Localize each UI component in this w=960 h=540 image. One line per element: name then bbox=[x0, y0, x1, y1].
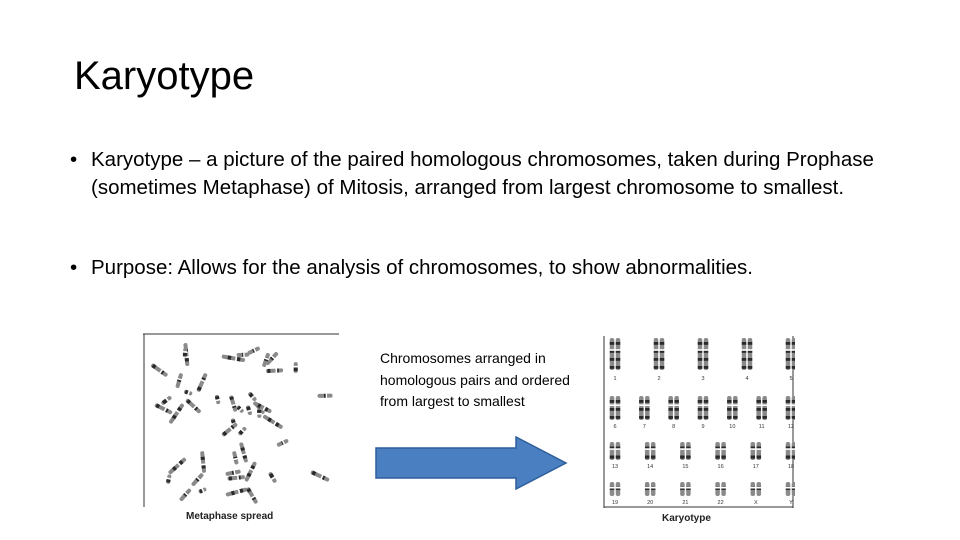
karyotype-pair-label: 18 bbox=[787, 464, 795, 470]
karyotype-caption: Karyotype bbox=[662, 513, 711, 524]
metaphase-chromosome bbox=[237, 426, 247, 437]
metaphase-chromosome bbox=[190, 472, 204, 487]
karyotype-chromosome bbox=[756, 442, 762, 460]
metaphase-chromosome bbox=[293, 362, 298, 373]
karyotype-chromosome bbox=[756, 482, 762, 496]
karyotype-pair-label: 4 bbox=[745, 376, 749, 382]
karyotype-pair-label: 22 bbox=[717, 500, 724, 506]
karyotype-chromosome bbox=[668, 396, 674, 420]
karyotype-pair-label: 8 bbox=[672, 424, 676, 430]
karyotype-pair-label: 20 bbox=[647, 500, 654, 506]
karyotype-chromosome bbox=[615, 396, 621, 420]
metaphase-spread-caption: Metaphase spread bbox=[186, 511, 274, 522]
metaphase-chromosome bbox=[257, 408, 262, 418]
karyotype-chromosome bbox=[785, 338, 791, 370]
karyotype-pair-label: 2 bbox=[657, 376, 661, 382]
karyotype-chromosome bbox=[686, 442, 692, 460]
karyotype-pair-label: 3 bbox=[701, 376, 705, 382]
karyotype-chromosome bbox=[785, 442, 791, 460]
metaphase-chromosome bbox=[238, 442, 248, 463]
karyotype-chromosome bbox=[791, 442, 795, 460]
karyotype-chromosome bbox=[650, 442, 656, 460]
metaphase-chromosome bbox=[245, 405, 253, 416]
metaphase-chromosome bbox=[198, 486, 207, 494]
karyotype-chromosome bbox=[785, 482, 791, 496]
slide-title: Karyotype bbox=[74, 54, 255, 98]
metaphase-chromosome bbox=[231, 451, 239, 465]
karyotype-pair-label: 9 bbox=[701, 424, 705, 430]
karyotype-pair-label: 15 bbox=[682, 464, 689, 470]
karyotype-chromosome bbox=[615, 442, 621, 460]
metaphase-chromosome bbox=[165, 474, 172, 484]
metaphase-chromosome bbox=[167, 457, 187, 476]
metaphase-spread-figure bbox=[143, 333, 343, 525]
metaphase-chromosome bbox=[225, 469, 241, 477]
bullet-marker: • bbox=[70, 148, 78, 171]
karyotype-chromosome bbox=[762, 396, 768, 420]
metaphase-chromosome bbox=[185, 398, 202, 415]
karyotype-chromosome bbox=[674, 396, 680, 420]
bullet-text-purpose: Purpose: Allows for the analysis of chromosomes, to show abnormalities. bbox=[91, 256, 753, 279]
karyotype-chromosome bbox=[697, 396, 703, 420]
karyotype-pair-label: 10 bbox=[729, 424, 736, 430]
karyotype-pair-label: 11 bbox=[758, 424, 765, 430]
karyotype-chromosome bbox=[653, 338, 659, 370]
metaphase-chromosome bbox=[178, 488, 192, 503]
karyotype-chromosome bbox=[680, 442, 686, 460]
karyotype-pair-label: 13 bbox=[611, 464, 619, 470]
metaphase-chromosome bbox=[276, 438, 289, 448]
karyotype-chromosome bbox=[609, 396, 615, 420]
karyotype-chromosome bbox=[715, 482, 721, 496]
metaphase-chromosome bbox=[183, 389, 193, 396]
karyotype-chromosome bbox=[785, 396, 791, 420]
karyotype-chromosome bbox=[727, 396, 733, 420]
karyotype-chromosome bbox=[791, 338, 795, 370]
karyotype-pair-label: 17 bbox=[752, 464, 759, 470]
metaphase-chromosome bbox=[266, 368, 283, 374]
metaphase-chromosome bbox=[228, 395, 238, 412]
metaphase-chromosome bbox=[245, 486, 259, 504]
karyotype-chromosome bbox=[756, 396, 762, 420]
callout-text: Chromosomes arranged in homologous pairs and ordered from largest to smallest bbox=[380, 350, 570, 409]
karyotype-chromosome bbox=[615, 338, 621, 370]
karyotype-pair-label: 5 bbox=[789, 376, 793, 382]
karyotype-chromosome bbox=[609, 338, 615, 370]
bullet-list bbox=[70, 146, 900, 282]
karyotype-chromosome bbox=[615, 482, 621, 496]
karyotype-chromosome bbox=[791, 482, 795, 496]
karyotype-pair-label: 1 bbox=[613, 376, 617, 382]
karyotype-pair-label: 6 bbox=[613, 424, 617, 430]
metaphase-chromosome bbox=[160, 395, 172, 406]
karyotype-chromosome bbox=[609, 482, 615, 496]
karyotype-chromosome bbox=[609, 442, 615, 460]
karyotype-chromosome bbox=[791, 396, 795, 420]
karyotype-chromosome bbox=[697, 338, 703, 370]
metaphase-spread-image bbox=[143, 333, 343, 507]
metaphase-chromosome bbox=[227, 475, 245, 482]
karyotype-chromosome bbox=[703, 338, 709, 370]
metaphase-chromosome bbox=[244, 461, 258, 482]
metaphase-chromosome bbox=[221, 422, 239, 438]
karyotype-chromosome bbox=[645, 396, 651, 420]
karyotype-pair-label: 12 bbox=[787, 424, 795, 430]
karyotype-chromosome bbox=[721, 442, 727, 460]
right-arrow-icon bbox=[374, 436, 569, 490]
karyotype-pair-label: 16 bbox=[717, 464, 724, 470]
metaphase-chromosome bbox=[175, 373, 184, 389]
metaphase-chromosome bbox=[196, 372, 209, 392]
bullet-text-definition: Karyotype – a picture of the paired homologous chromosomes, taken during Prophase (sometimes Metaphase) of Mitosis, arranged from largest chromosome to smallest. bbox=[91, 148, 874, 199]
karyotype-chromosome bbox=[639, 396, 645, 420]
karyotype-pair-label: 21 bbox=[682, 500, 689, 506]
metaphase-chromosome bbox=[200, 451, 207, 473]
karyotype-chromosome bbox=[747, 338, 753, 370]
metaphase-chromosome bbox=[247, 391, 258, 402]
karyotype-chromosome bbox=[715, 442, 721, 460]
karyotype-pair-label: Y bbox=[789, 500, 793, 506]
karyotype-chromosome bbox=[741, 338, 747, 370]
metaphase-chromosome bbox=[214, 394, 221, 404]
karyotype-chromosome bbox=[750, 482, 756, 496]
karyotype-figure bbox=[603, 336, 795, 526]
metaphase-chromosome bbox=[310, 470, 330, 483]
karyotype-chromosome bbox=[721, 482, 727, 496]
karyotype-chromosome bbox=[733, 396, 739, 420]
metaphase-chromosome bbox=[225, 487, 248, 498]
metaphase-chromosome bbox=[150, 363, 169, 378]
bullet-item bbox=[70, 254, 900, 282]
karyotype-chromosome bbox=[703, 396, 709, 420]
karyotype-chromosome bbox=[644, 482, 650, 496]
metaphase-chromosome bbox=[262, 414, 284, 430]
karyotype-chromosome bbox=[680, 482, 686, 496]
metaphase-chromosome bbox=[317, 393, 332, 398]
metaphase-chromosome bbox=[237, 352, 250, 357]
karyotype-chromosome bbox=[686, 482, 692, 496]
karyotype-chromosome bbox=[644, 442, 650, 460]
karyotype-pair-label: 7 bbox=[642, 424, 646, 430]
karyotype-pair-label: 14 bbox=[647, 464, 654, 470]
bullet-item bbox=[70, 146, 900, 202]
bullet-marker: • bbox=[70, 256, 78, 279]
karyotype-chromosome bbox=[650, 482, 656, 496]
karyotype-image bbox=[603, 336, 795, 508]
karyotype-pair-label: 19 bbox=[611, 500, 619, 506]
karyotype-chromosome bbox=[659, 338, 665, 370]
karyotype-chromosome bbox=[750, 442, 756, 460]
karyotype-pair-label: X bbox=[753, 500, 758, 506]
metaphase-chromosome bbox=[267, 471, 277, 484]
